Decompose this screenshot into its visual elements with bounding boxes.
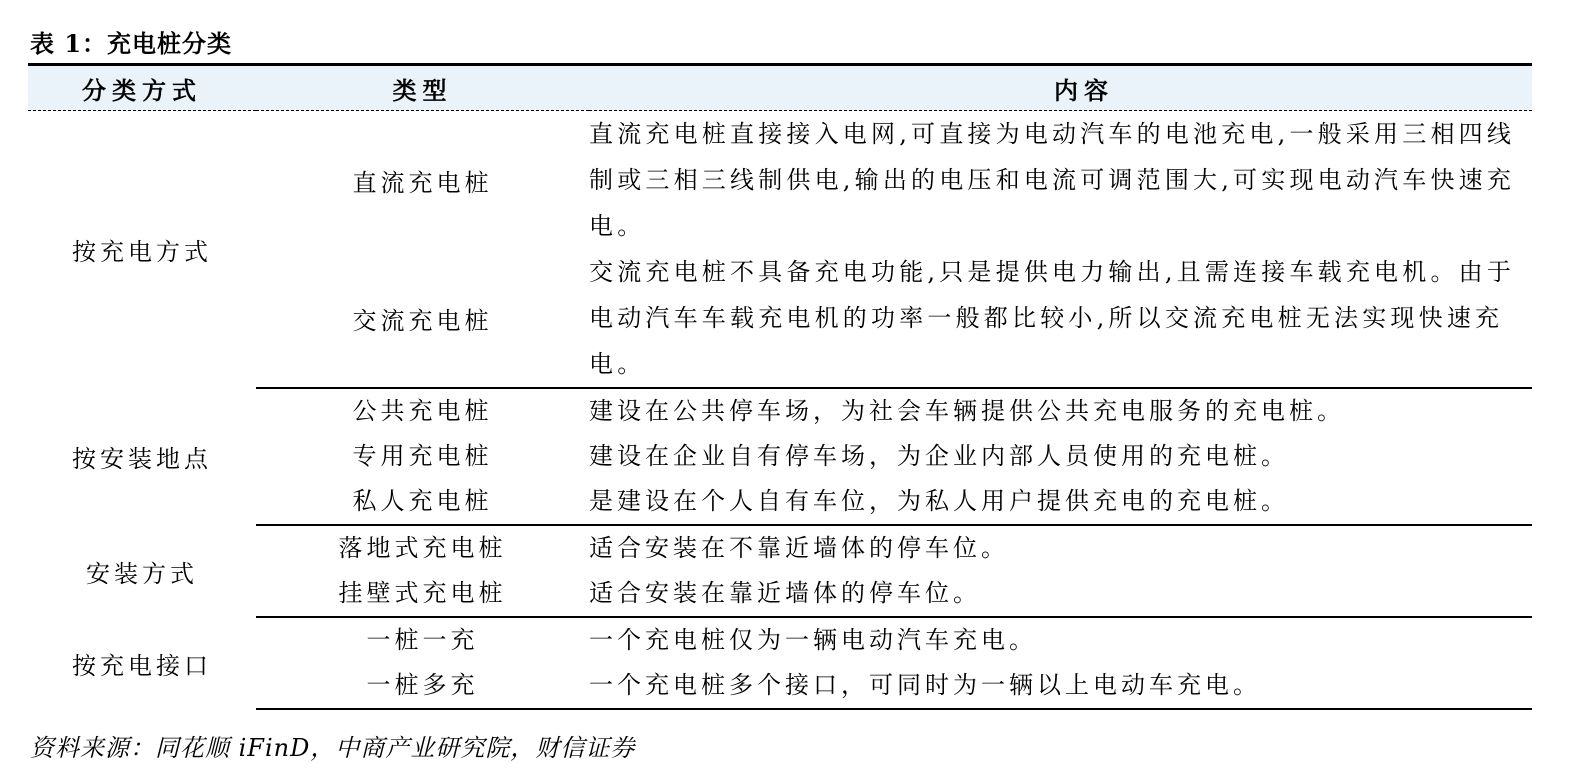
type-cell: 私人充电桩	[256, 479, 589, 525]
table-title: 表 1：充电桩分类	[30, 29, 233, 58]
content-cell: 建设在企业自有停车场，为企业内部人员使用的充电桩。	[589, 442, 1289, 470]
table-row	[28, 617, 1532, 663]
type-cell: 专用充电桩	[352, 442, 493, 470]
type-cell: 一桩一充	[366, 626, 479, 654]
table-row	[28, 111, 1532, 250]
source-note: 资料来源：同花顺 iFinD，中商产业研究院，财信证券	[30, 734, 636, 762]
method-cell: 安装方式	[86, 559, 198, 588]
table-row	[28, 388, 1532, 434]
table-row	[28, 525, 1532, 571]
content-cell: 是建设在个人自有车位，为私人用户提供充电的充电桩。	[589, 479, 1532, 525]
content-cell: 一个充电桩仅为一辆电动汽车充电。	[589, 626, 1037, 654]
content-cell: 交流充电桩不具备充电功能,只是提供电力输出,且需连接车载充电机。由于电动汽车车载充电机的功率一般都比较小,所以交流充电桩无法实现快速充电。	[589, 249, 1532, 388]
header-method: 分类方式	[28, 65, 256, 111]
type-cell: 落地式充电桩	[338, 534, 507, 562]
content-cell: 直流充电桩直接接入电网,可直接为电动汽车的电池充电,一般采用三相四线制或三相三线制供电,输出的电压和电流可调范围大,可实现电动汽车快速充电。	[589, 120, 1516, 240]
method-cell: 按充电接口	[72, 651, 212, 680]
method-cell: 按安装地点	[72, 445, 212, 473]
table-header-row	[28, 65, 1532, 111]
content-cell: 建设在公共停车场，为社会车辆提供公共充电服务的充电桩。	[589, 397, 1345, 425]
method-cell: 按充电方式	[72, 238, 212, 266]
type-cell: 交流充电桩	[256, 249, 589, 388]
content-cell: 一个充电桩多个接口，可同时为一辆以上电动车充电。	[589, 663, 1532, 709]
type-cell: 挂壁式充电桩	[256, 571, 589, 617]
header-content: 内容	[589, 65, 1532, 111]
type-cell: 直流充电桩	[352, 168, 493, 197]
content-cell: 适合安装在不靠近墙体的停车位。	[589, 534, 1009, 562]
content-cell: 适合安装在靠近墙体的停车位。	[589, 571, 1532, 617]
type-cell: 公共充电桩	[352, 397, 493, 425]
header-type: 类型	[256, 65, 589, 111]
classification-table	[28, 63, 1532, 710]
type-cell: 一桩多充	[256, 663, 589, 709]
